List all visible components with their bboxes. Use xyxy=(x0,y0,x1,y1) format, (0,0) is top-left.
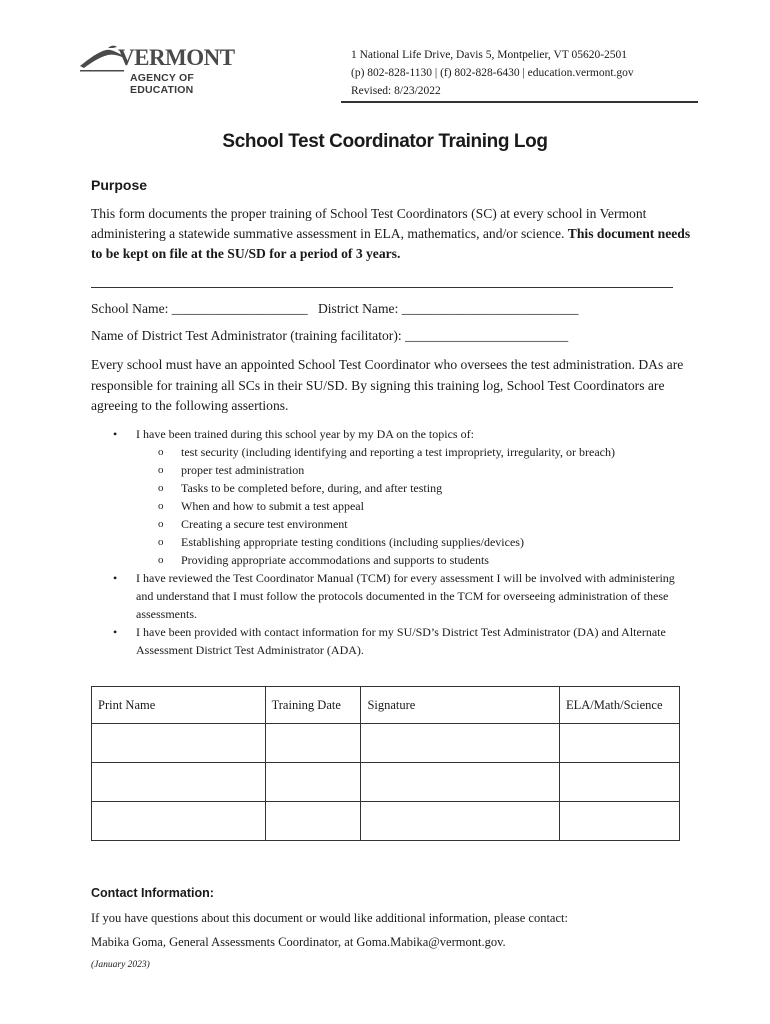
circle-bullet-icon: o xyxy=(158,482,164,494)
header-divider xyxy=(341,101,698,103)
address-line: 1 National Life Drive, Davis 5, Montpelier, VT 05620-2501 xyxy=(351,49,628,61)
subject-cell[interactable] xyxy=(560,802,680,841)
topic-text: test security (including identifying and reporting a test impropriety, irregularity, or breach) xyxy=(181,445,615,459)
circle-bullet-icon: o xyxy=(158,536,164,548)
contact-line: (p) 802-828-1130 | (f) 802-828-6430 | education.vermont.gov xyxy=(351,67,634,79)
column-header-signature: Signature xyxy=(361,687,560,724)
school-district-row xyxy=(91,299,691,319)
circle-bullet-icon: o xyxy=(158,500,164,512)
page-title: School Test Coordinator Training Log xyxy=(222,131,548,152)
table-row xyxy=(92,802,680,841)
column-header-subject: ELA/Math/Science xyxy=(560,687,680,724)
school-name-field[interactable]: School Name: ____________________ xyxy=(91,301,308,316)
signature-cell[interactable] xyxy=(361,802,560,841)
list-item xyxy=(91,551,691,569)
print-name-cell[interactable] xyxy=(92,763,266,802)
signature-cell[interactable] xyxy=(361,763,560,802)
purpose-bold-text: This document needs to be kept on file at the SU/SD for a period of 3 years. xyxy=(91,226,691,261)
assertion-text: I have reviewed the Test Coordinator Manual (TCM) for every assessment I will be involved with administering and understand that I must follow the protocols documented in the TCM for overseeing administration of these assessments. xyxy=(136,571,675,621)
circle-bullet-icon: o xyxy=(158,446,164,458)
topic-text: Establishing appropriate testing conditions (including supplies/devices) xyxy=(181,535,524,549)
footer-date: (January 2023) xyxy=(91,960,150,970)
table-header-row xyxy=(92,687,680,724)
purpose-text: This form documents the proper training of School Test Coordinators (SC) at every school in Vermont administering a statewide summative assessment in ELA, mathematics, and/or science. xyxy=(91,206,647,241)
topic-text: Providing appropriate accommodations and supports to students xyxy=(181,553,489,567)
print-name-cell[interactable] xyxy=(92,802,266,841)
list-item xyxy=(91,425,691,443)
list-item xyxy=(91,497,691,515)
contact-line-1: If you have questions about this document or would like additional information, please contact: xyxy=(91,911,568,925)
circle-bullet-icon: o xyxy=(158,464,164,476)
table-row xyxy=(92,763,680,802)
contact-line-2: Mabika Goma, General Assessments Coordinator, at Goma.Mabika@vermont.gov. xyxy=(91,935,506,949)
signature-cell[interactable] xyxy=(361,724,560,763)
section-divider xyxy=(91,287,673,288)
bullet-icon: • xyxy=(113,571,118,585)
column-header-training-date: Training Date xyxy=(265,687,361,724)
table-row xyxy=(92,724,680,763)
topic-text: Creating a secure test environment xyxy=(181,517,348,531)
subject-cell[interactable] xyxy=(560,763,680,802)
training-date-cell[interactable] xyxy=(265,763,361,802)
circle-bullet-icon: o xyxy=(158,518,164,530)
purpose-paragraph xyxy=(91,204,691,264)
list-item xyxy=(91,515,691,533)
district-name-field[interactable]: District Name: __________________________ xyxy=(317,301,579,316)
topic-text: Tasks to be completed before, during, and after testing xyxy=(181,481,443,495)
list-item xyxy=(91,461,691,479)
revised-line: Revised: 8/23/2022 xyxy=(351,85,441,97)
logo-wordmark: VERMONT xyxy=(118,45,235,70)
dta-name-field[interactable]: Name of District Test Administrator (training facilitator): ________________________ xyxy=(91,328,569,343)
topic-text: When and how to submit a test appeal xyxy=(181,499,364,513)
intro-paragraph: Every school must have an appointed School Test Coordinator who oversees the test administration. DAs are responsible for training all SCs in their SU/SD. By signing this training log, School Test Coordinators are agreeing to the following assertions. xyxy=(91,357,684,413)
list-item xyxy=(91,569,691,623)
purpose-heading: Purpose xyxy=(91,177,148,193)
training-date-cell[interactable] xyxy=(265,802,361,841)
column-header-print-name: Print Name xyxy=(92,687,266,724)
list-item xyxy=(91,623,691,659)
header-address-block xyxy=(351,46,634,100)
list-item xyxy=(91,533,691,551)
contact-heading: Contact Information: xyxy=(91,886,214,900)
topic-text: proper test administration xyxy=(181,463,305,477)
subject-cell[interactable] xyxy=(560,724,680,763)
bullet-icon: • xyxy=(113,625,118,639)
training-date-cell[interactable] xyxy=(265,724,361,763)
assertions-list xyxy=(91,425,691,659)
logo-subtitle: AGENCY OF EDUCATION xyxy=(130,72,195,96)
list-item xyxy=(91,479,691,497)
bullet-icon: • xyxy=(113,427,118,441)
list-item xyxy=(91,443,691,461)
circle-bullet-icon: o xyxy=(158,554,164,566)
assertion-text: I have been trained during this school year by my DA on the topics of: xyxy=(136,427,474,441)
training-log-table xyxy=(91,686,680,841)
vermont-logo xyxy=(80,44,240,96)
print-name-cell[interactable] xyxy=(92,724,266,763)
assertion-text: I have been provided with contact information for my SU/SD’s District Test Administrator (DA) and Alternate Assessment District Test Administrator (ADA). xyxy=(136,625,666,657)
